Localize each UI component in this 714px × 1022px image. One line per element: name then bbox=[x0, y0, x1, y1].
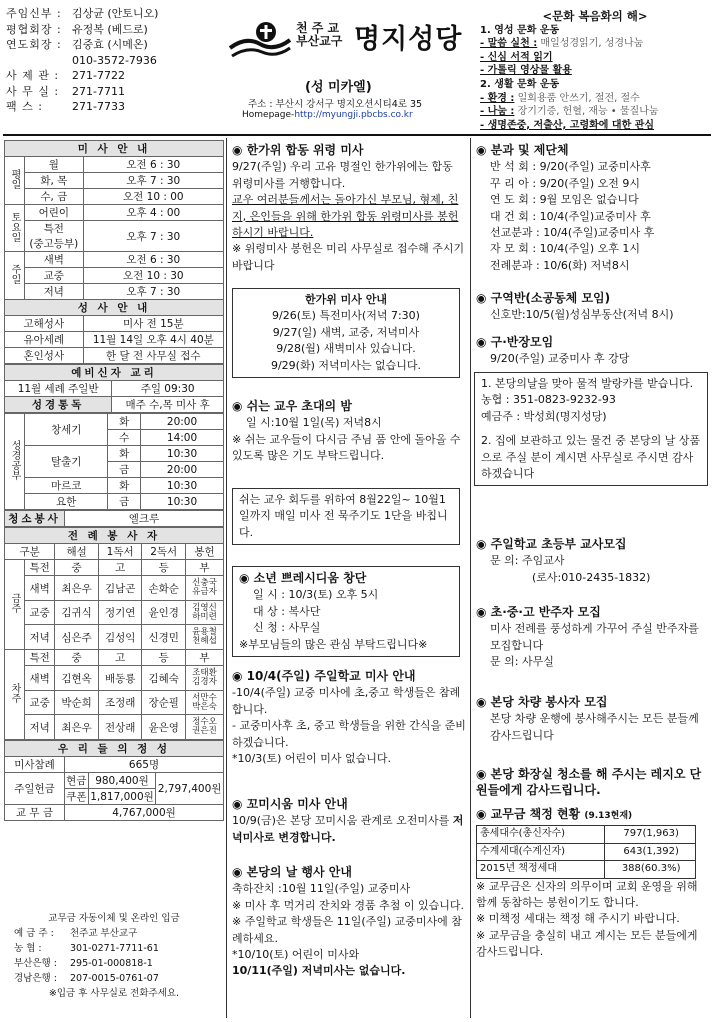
driver-recruit: ◉ 본당 차량 봉사자 모집 본당 차량 운행에 봉사해주시는 모든 분들께 감사드립니다 bbox=[476, 695, 699, 742]
accompanist-recruit: ◉ 초·중·고 반주자 모집 미사 전례를 풍성하게 가꾸어 주실 반주자를 모집합니다 문 의: 사무실 bbox=[476, 605, 699, 669]
sunday-school-mass: ◉ 10/4(주일) 주일학교 미사 안내 -10/4(주일) 교중 미사에 초,중고 학생들은 참례합니다. - 교중미사후 초, 중고 학생들을 위한 간식을 준비하겠습니다. *10/3(토) 어린이 미사 없습니다. bbox=[232, 669, 466, 766]
hangawi-mass-box: 한가위 미사 안내 9/26(토) 특전미사(저녁 7:30) 9/27(일) 새벽, 교중, 저녁미사 9/28(월) 새벽미사 있습니다. 9/29(화) 저녁미사는 없습니다. bbox=[232, 288, 460, 378]
homepage-link[interactable]: http://myungji.pbcbs.co.kr bbox=[294, 110, 413, 120]
committee-meetings: ◉ 분과 및 제단체 반 석 회 : 9/20(주일) 교중미사후 꾸 리 아 : 9/20(주일) 오전 9시 연 도 회 : 9월 모임은 없습니다 대 건 회 : 10/4(주일)교중미사 후 선교분과 : 10/4(주일)교중미사 후 자 모 회 : 10/4(주일) 오후 1시 전례분과 : 10/6(화) 저녁8시 bbox=[476, 143, 655, 272]
thanks-legio: ◉ 본당 화장실 청소를 해 주시는 레지오 단원들에게 감사드립니다. bbox=[476, 767, 702, 798]
rosary-box: 쉬는 교우 회두를 위하여 8월22일~ 10월1일까지 매일 미사 전 묵주기도 1단을 바칩니다. bbox=[232, 488, 460, 545]
parish-day-donation-box: 1. 본당의날을 맞아 물적 발랑카를 받습니다. 농협 : 351-0823-9232-93 예금주 : 박성희(명지성당) 2. 집에 보관하고 있는 물건 중 본당의 날 상품으로 주실 분이 계시면 사무실로 주시면 감사하겠습니다 bbox=[474, 372, 708, 486]
culture-evangelization-box: <문화 복음화의 해> 1. 영성 문화 운동 - 말씀 실천 : 매일성경읽기, 성경나눔 - 신심 서적 읽기 - 가톨릭 영상물 활용 2. 생활 문화 운동 - 환경 : 일회용품 안쓰기, 절전, 절수 - 나눔 : 장기기증, 헌혈, 재능 • 물질나눔 - 생명존중, 저출산, 고령화에 대한 관심 bbox=[480, 9, 659, 131]
column-divider bbox=[226, 138, 227, 1018]
header-divider bbox=[3, 134, 711, 136]
hangawi-memorial-mass: ◉ 한가위 합동 위령 미사 9/27(주일) 우리 고유 명절인 한가위에는 합동 위령미사를 거행합니다. 교우 여러분들께서는 돌아가신 부모님, 형제, 친지, 은인들을 위해 한가위 합동 위령미사를 봉헌하시기 바랍니다. ※ 위령미사 봉헌은 미리 사무실로 접수해 주시기 바랍니다 bbox=[232, 143, 465, 272]
diocese-name: 천 주 교 부산교구 bbox=[296, 21, 343, 48]
parish-day-event: ◉ 본당의 날 행사 안내 축하잔치 :10월 11일(주일) 교중미사 ※ 미사 후 먹거리 잔치와 경품 추첨 이 있습니다. ※ 주일학교 학생들은 11일(주일) 교중미사에 참례하세요. *10/10(토) 어린이 미사와 10/11(주일) 저녁미사는 없습니다. bbox=[232, 865, 464, 978]
diocese-logo-icon bbox=[226, 18, 294, 62]
inactive-members-night: ◉ 쉬는 교우 초대의 밤 일 시:10월 1일(목) 저녁8시 ※ 쉬는 교우들이 다시금 주님 품 안에 돌아올 수 있도록 많은 기도 부탁드립니다. bbox=[232, 399, 461, 463]
account-info: 교무금 자동이체 및 온라인 입금 예 금 주 : 천주교 부산교구 농 협 : 301-0271-7711-61 부산은행 : 295-01-000818-1 경남은행 : 207-0015-0761-07 ※입금 후 사무실로 전화주세요. bbox=[14, 913, 180, 999]
patron-saint: (성 미카엘) bbox=[305, 80, 372, 95]
homepage: Homepage-http://myungji.pbcbs.co.kr bbox=[242, 110, 413, 120]
parish-title: 명지성당 bbox=[354, 24, 463, 55]
section-title: 미 사 안 내 bbox=[5, 141, 224, 157]
mass-schedule: 미 사 안 내 평일 월 오전 6 : 30 화, 목 오후 7 : 30 수, 금 오전 10 : 00 토요일 어린이 오후 4 : 00 특전 (중고등부) 오후 7 : 30 주일 새벽 오전 6 : 30 교중 오전 10 : 30 저녁 오후 7 : 30 성 사 안 내 고해성사 미사 전 15분 유아세례 11월 14일 오후 4시 40분 혼인성사 한 달 전 사무실 접수 예비신자 교리 11월 세례 주일반 주일 09:30 성경통독 매주 수,목 미사 후 성경공부 창세기 화 20:00 수 14:00 탈출기 화 10:30 금 20:00 마르코 화 10:30 요한 금 10:30 청소봉사 엘크루 전 례 봉 사 자 구분 해설 1독서 2독서 봉헌 금주 특전 중 고 등 부 새벽 최은우 김남곤 손화순 신충국 유금자 교중 김귀식 정기연 윤인경 김영신 하미련 저녁 심은주 김성익 신경민 윤용철 천혜섭 차주 특전 중 고 등 부 새벽 김현옥 배동룡 김혜숙 조태환 김경자 교중 박순희 조정래 장순필 서만수 박은숙 저녁 최은우 전상래 윤은영 정수오 권은진 우 리 들 의 정 성 미사참례 665명 주일헌금 현금 980,400원 2,797,400원 쿠폰 1,817,000원 교 무 금 4,767,000원 bbox=[4, 140, 224, 821]
teacher-recruit: ◉ 주일학교 초등부 교사모집 문 의: 주임교사 (로사:010-2435-1832) bbox=[476, 537, 651, 584]
dues-status: ◉ 교무금 책정 현황 (9.13현재) 총세대수(총신자수) 797(1,963) 수계세대(수계신자) 643(1,392) 2015년 책정세대 388(60.3%) ※ 교무금은 신자의 의무이며 교회 운영을 위해 함께 동참하는 봉헌이기도 합니다. ※ 미책정 세대는 책정 해 주시기 바랍니다. ※ 교무금을 충실히 내고 계시는 모든 분들에게 감사드립니다. bbox=[476, 807, 698, 959]
praesidium-box: ◉ 소년 쁘레시디움 창단 일 시 : 10/3(토) 오후 5시 대 상 : 복사단 신 청 : 사무실 ※부모님들의 많은 관심 부탁드립니다※ bbox=[232, 566, 460, 657]
header-contacts: 주임신부 : 김상균 (안토니오) 평협회장 : 유정복 (베드로) 연도회장 : 김중효 (시메온) 010-3572-7936 사 제 관 : 271-7722 사 무 실 : 271-7711 팩 스 : 271-7733 bbox=[6, 7, 159, 113]
block-leaders-meeting: ◉ 구·반장모임 9/20(주일) 교중미사 후 강당 bbox=[476, 335, 630, 366]
district-meeting: ◉ 구역반(소공동체 모임) 신호반:10/5(월)성심부동산(저녁 8시) bbox=[476, 291, 674, 322]
dues-stats-table: 총세대수(총신자수) 797(1,963) 수계세대(수계신자) 643(1,392) 2015년 책정세대 388(60.3%) bbox=[476, 825, 696, 878]
liturgy-servers-table: 전 례 봉 사 자 구분 해설 1독서 2독서 봉헌 금주 특전 중 고 등 부 새벽 최은우 김남곤 손화순 신충국 유금자 교중 김귀식 정기연 윤인경 김영신 하미련 저녁 심은주 김성익 신경민 윤용철 천혜섭 차주 특전 중 고 등 부 새벽 김현옥 배동룡 김혜숙 조태환 김경자 교중 박순희 조정래 장순필 서만수 박은숙 저녁 최은우 전상래 윤은영 정수오 권은진 bbox=[4, 527, 224, 740]
offering-table: 우 리 들 의 정 성 미사참례 665명 주일헌금 현금 980,400원 2,797,400원 쿠폰 1,817,000원 교 무 금 4,767,000원 bbox=[4, 740, 224, 821]
address: 주소 : 부산시 강서구 명지오션시티4로 35 bbox=[248, 99, 423, 110]
column-divider bbox=[470, 138, 471, 1018]
comitium-mass: ◉ 꼬미시움 미사 안내 10/9(금)은 본당 꼬미시움 관계로 오전미사를 저녁미사로 변경합니다. bbox=[232, 797, 464, 844]
